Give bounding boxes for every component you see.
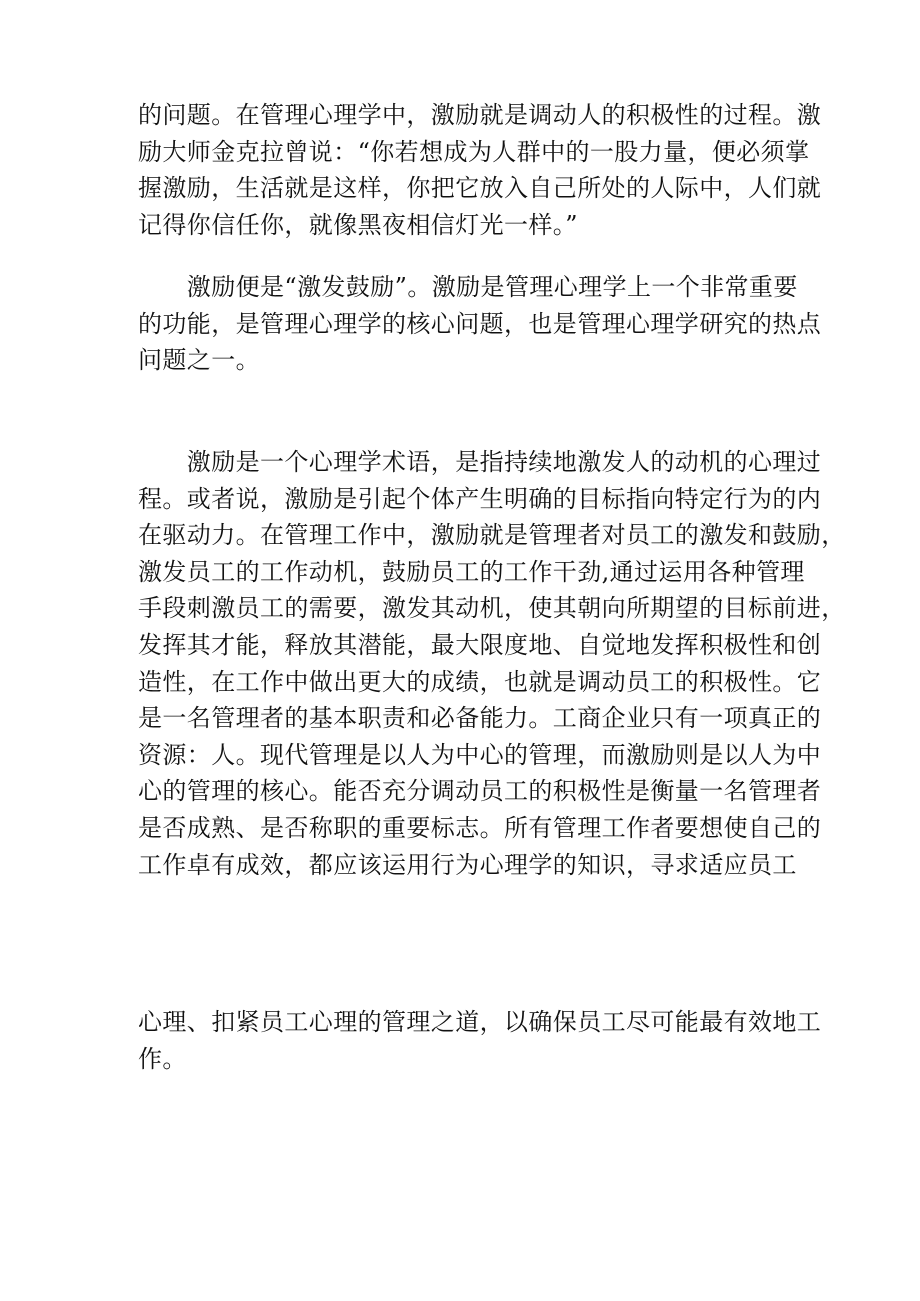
paragraph-line: 心理、扣紧员工心理的管理之道，以确保员工尽可能最有效地工	[138, 1008, 822, 1036]
paragraph-line: 的问题。在管理心理学中，激励就是调动人的积极性的过程。激	[138, 101, 822, 129]
paragraph-line: 程。或者说，激励是引起个体产生明确的目标指向特定行为的内	[138, 484, 822, 513]
paragraph-line: 发挥其才能，释放其潜能，最大限度地、自觉地发挥积极性和创	[138, 630, 822, 659]
paragraph-line: 记得你信任你，就像黑夜相信灯光一样。”	[138, 210, 578, 239]
paragraph-2	[138, 269, 822, 379]
paragraph-line: 问题之一。	[138, 346, 260, 375]
paragraph-3	[138, 444, 846, 883]
paragraph-line: 作。	[138, 1044, 187, 1073]
paragraph-line: 是一名管理者的基本职责和必备能力。工商企业只有一项真正的	[138, 704, 822, 733]
paragraph-line: 心的管理的核心。能否充分调动员工的积极性是衡量一名管理者	[138, 777, 822, 806]
paragraph-line: 激励便是“激发鼓励”。激励是管理心理学上一个非常重要	[138, 273, 798, 301]
paragraph-line: 手段刺激员工的需要，激发其动机，使其朝向所期望的目标前进，	[138, 594, 846, 623]
paragraph-line: 工作卓有成效，都应该运用行为心理学的知识，寻求适应员工	[138, 850, 797, 879]
paragraph-line: 励大师金克拉曾说：“你若想成为人群中的一股力量，便必须掌	[138, 137, 810, 166]
paragraph-line: 是否成熟、是否称职的重要标志。所有管理工作者要想使自己的	[138, 813, 822, 842]
paragraph-line: 激发员工的工作动机，鼓励员工的工作干劲,通过运用各种管理	[138, 557, 805, 586]
paragraph-line: 握激励，生活就是这样，你把它放入自己所处的人际中，人们就	[138, 174, 822, 203]
paragraph-line: 在驱动力。在管理工作中，激励就是管理者对员工的激发和鼓励，	[138, 521, 846, 550]
paragraph-1	[138, 97, 822, 243]
paragraph-line: 资源：人。现代管理是以人为中心的管理，而激励则是以人为中	[138, 740, 822, 769]
paragraph-line: 激励是一个心理学术语，是指持续地激发人的动机的心理过	[138, 448, 822, 476]
paragraph-line: 的功能，是管理心理学的核心问题，也是管理心理学研究的热点	[138, 309, 822, 338]
paragraph-line: 造性，在工作中做出更大的成绩，也就是调动员工的积极性。它	[138, 667, 822, 696]
paragraph-4	[138, 1004, 822, 1077]
